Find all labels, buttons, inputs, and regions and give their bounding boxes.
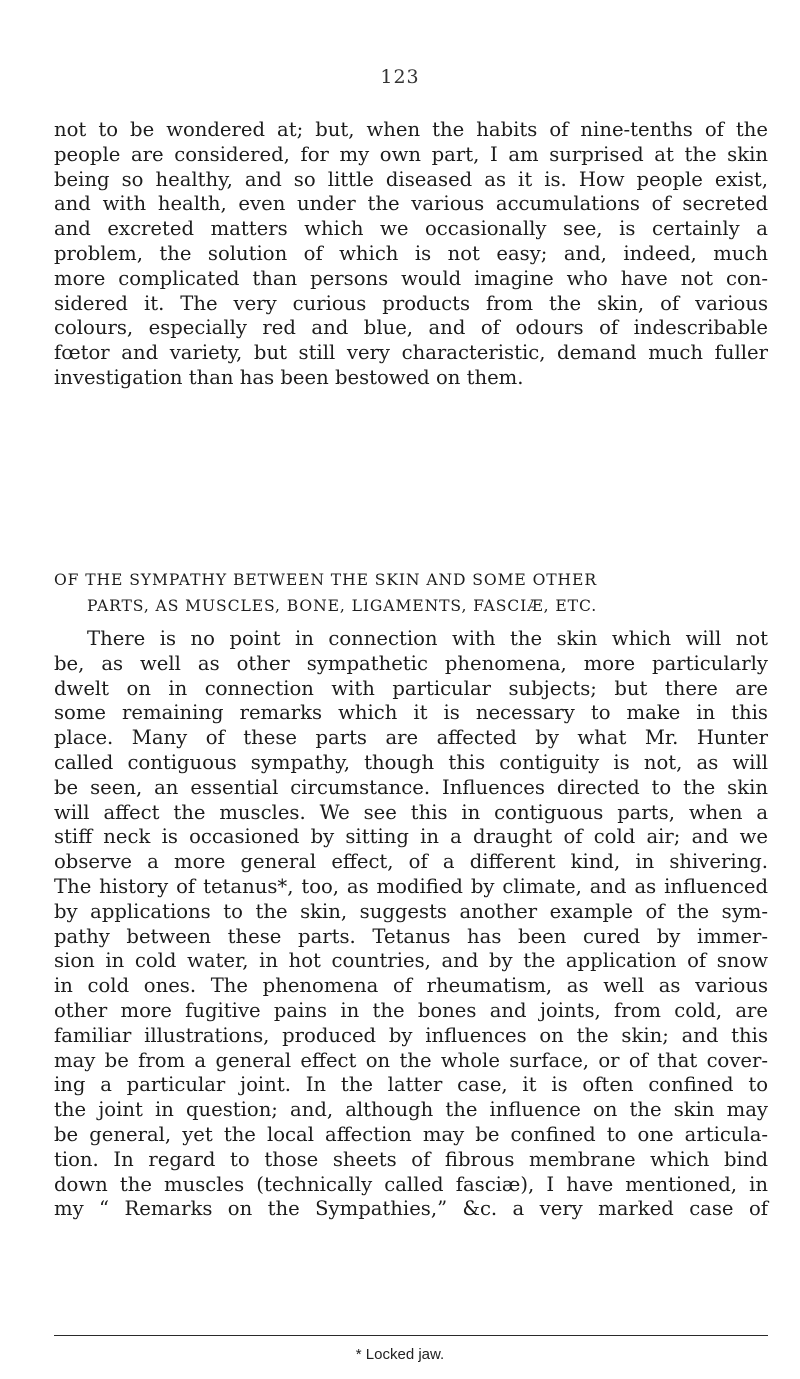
text-line: observe a more general effect, of a different kind, in shivering.	[54, 850, 768, 874]
paragraph-skin-health	[54, 118, 768, 391]
heading-line: PARTS, AS MUSCLES, BONE, LIGAMENTS, FASCIÆ, ETC.	[87, 596, 598, 615]
text-line: may be from a general effect on the whole surface, or of that cover-	[54, 1048, 768, 1072]
text-line: problem, the solution of which is not easy; and, indeed, much	[54, 241, 768, 265]
text-line: being so healthy, and so little diseased as it is. How people exist,	[54, 167, 768, 191]
text-line: colours, especially red and blue, and of odours of indescribable	[54, 316, 768, 340]
text-line: down the muscles (technically called fasciæ), I have mentioned, in	[54, 1172, 768, 1196]
text-line: There is no point in connection with the skin which will not	[87, 627, 768, 650]
footnote: * Locked jaw.	[355, 1346, 445, 1363]
text-line: other more fugitive pains in the bones and joints, from cold, are	[54, 998, 768, 1022]
text-line: and with health, even under the various accumulations of secreted	[54, 192, 768, 216]
text-line: not to be wondered at; but, when the habits of nine-tenths of the	[54, 118, 768, 141]
text-line: sidered it. The very curious products from the skin, of various	[54, 291, 768, 315]
text-line: and excreted matters which we occasionally see, is certainly a	[54, 217, 768, 241]
paragraph-sympathy	[54, 627, 768, 1222]
text-line: more complicated than persons would imagine who have not con-	[54, 266, 768, 290]
page-number: 123	[380, 66, 420, 88]
text-line: familiar illustrations, produced by influences on the skin; and this	[54, 1023, 768, 1047]
text-line: sion in cold water, in hot countries, and by the application of snow	[54, 949, 768, 973]
text-line: called contiguous sympathy, though this contiguity is not, as will	[54, 750, 768, 774]
text-line: be seen, an essential circumstance. Influences directed to the skin	[54, 775, 768, 799]
text-line: be general, yet the local affection may be confined to one articula-	[54, 1122, 768, 1146]
text-line: dwelt on in connection with particular subjects; but there are	[54, 676, 768, 700]
text-line: ing a particular joint. In the latter case, it is often confined to	[54, 1073, 768, 1097]
text-line: by applications to the skin, suggests another example of the sym-	[54, 899, 768, 923]
text-line: the joint in question; and, although the influence on the skin may	[54, 1098, 768, 1122]
text-line: tion. In regard to those sheets of fibrous membrane which bind	[54, 1147, 768, 1171]
text-line: The history of tetanus*, too, as modified by climate, and as influenced	[54, 874, 768, 898]
text-line: stiff neck is occasioned by sitting in a draught of cold air; and we	[54, 825, 768, 849]
text-line: pathy between these parts. Tetanus has been cured by immer-	[54, 924, 768, 948]
heading-line: OF THE SYMPATHY BETWEEN THE SKIN AND SOME OTHER	[54, 571, 597, 589]
text-line: investigation than has been bestowed on them.	[54, 365, 524, 389]
text-line: will affect the muscles. We see this in contiguous parts, when a	[54, 800, 768, 824]
text-line: people are considered, for my own part, I am surprised at the skin	[54, 142, 768, 166]
footnote-divider	[54, 1335, 768, 1336]
section-heading	[54, 568, 768, 619]
text-line: some remaining remarks which it is necessary to make in this	[54, 701, 768, 725]
text-line: be, as well as other sympathetic phenomena, more particularly	[54, 651, 768, 675]
text-line: fœtor and variety, but still very characteristic, demand much fuller	[54, 341, 768, 365]
text-line: my “ Remarks on the Sympathies,” &c. a very marked case of	[54, 1197, 768, 1221]
text-line: place. Many of these parts are affected by what Mr. Hunter	[54, 726, 768, 750]
text-line: in cold ones. The phenomena of rheumatism, as well as various	[54, 974, 768, 998]
